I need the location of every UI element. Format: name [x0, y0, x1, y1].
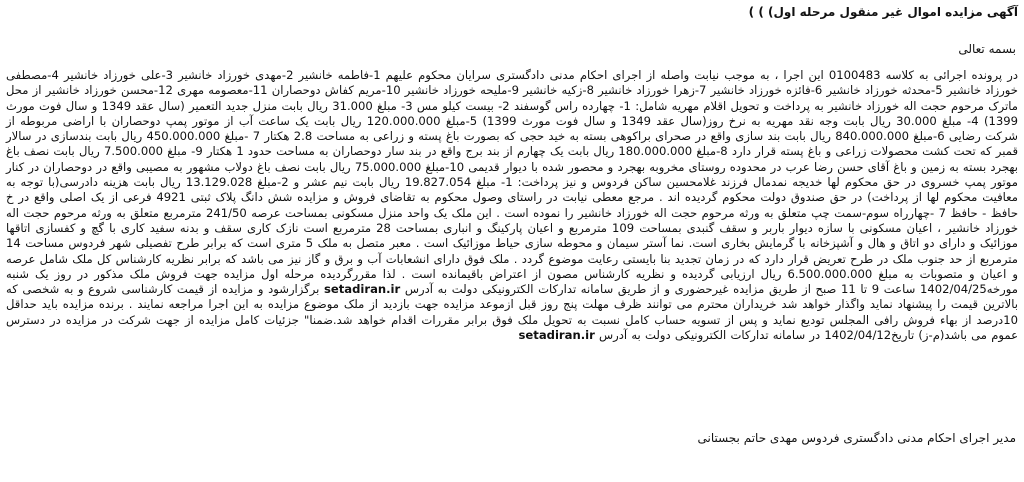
website-address-1: setadiran.ir [323, 282, 401, 297]
notice-body-part-2: برگزارشود و مزایده از قیمت کارشناسی شروع و به شخصی که بالاترین قیمت را پیشنهاد نماید واگذار خواهد شد خریداران محترم می توانند ظرف مهلت پنج روز قبل ازموعد مزایده جهت بازدید از ملک موضوع مزایده به این اجرا مراجعه نمایند . برنده مزایده باید حداقل 10درصد از بهاء فروش رافی المجلس تودیع نماید و پس از تسویه حساب کامل نسبت به تحویل ملک فوق برابر مقررات اقدام خواهد شد.ضمنا" جزئیات کامل مزایده از جهت شرکت در مزایده در دسترس عموم می باشد(م-ز) تاریخ1402/04/12 در سامانه تدارکات الکترونیکی دولت به آدرس [6, 282, 1018, 343]
bismillah-heading: بسمه تعالی [958, 42, 1016, 56]
website-address-2: setadiran.ir [518, 328, 595, 343]
notice-body [6, 68, 1018, 343]
notice-body-part-1: در پرونده اجرائی به کلاسه 0100483 این اجرا ، به موجب نیابت واصله از اجرای احکام مدنی دادگستری سرایان محکوم علیهم 1-فاطمه خانشیر 2-مهدی خورزاد خانشیر 3-علی خورزاد خانشیر 4-مصطفی خورزاد خانشیر 5-محدثه خورزاد خانشیر 6-فائزه خورزاد خانشیر 7-زهرا خورزاد خانشیر 8-زکیه خانشیر 9-ملیحه خورزاد خانشیر 10-مریم کفاش دوحصاران 11-معصومه مهری 12-محسن خورزاد خانشیر از محل ماترک مرحوم حجت اله خورزاد خانشیر به پرداخت و تحویل اقلام مهریه شامل: 1- چهارده راس گوسفند 2- بیست کیلو مس 3- مبلغ 31.000 ریال بابت منزل جدید التعمیر (سال عقد 1349 و سال فوت مورث 1399) 4- مبلغ 30.000 ریال بابت وجه نقد مهریه به نرخ روز(سال عقد 1349 و سال فوت مورث 1399) 5-مبلغ 120.000.000 ریال بابت یک ساعت آب از موتور پمپ دوحصاران با اراضی مربوطه از شرکت رضایی 6-مبلغ 840.000.000 ریال بابت بند سازی واقع در صحرای براکوهی بسته به خید حجی که بصورت باغ پسته و زراعی به مساحت 2.8 هکتار 7 -مبلغ 450.000.000 ریال بابت بندسازی در سالار قمبر که تحت کشت محصولات زراعی و باغ پسته قرار دارد 8-مبلغ 180.000.000 ریال بابت یک چهارم از بند برج واقع در بند سار دوحصاران به مساحت حدود 1 هکتار 9- مبلغ 7.500.000 ریال بابت نصف باغ بهجرد بسته به زمین و باغ آقای حسن رضا عرب در محدوده روستای مخروبه بهجرد و محصور شده با دیوار قدیمی 10-مبلغ 75.000.000 ریال بابت نصف باغ دولاب مشهور به مصیبی واقع در دوحصاران در کنار موتور پمپ خسروی در حق محکوم لها خدیجه نمدمال فرزند غلامحسین ساکن فردوس و نیز پرداخت: 1- مبلغ 19.827.054 ریال بابت نیم عشر و 2-مبلغ 13.129.028 ریال بابت هزینه دادرسی(با توجه به معافیت محکوم لها از پرداخت) در حق صندوق دولت محکوم گردیده اند . مرجع معطی نیابت در راستای وصول محکوم به تقاضای فروش و مزایده شش دانگ پلاک ثبتی 4921 فرعی از یک اصلی واقع در خ حافظ - حافظ 7 -چهارراه سوم-سمت چپ متعلق به ورثه مرحوم حجت اله خورزاد خانشیر را نموده است . این ملک یک واحد منزل مسکونی بمساحت عرصه 241/50 مترمربع متعلق به ورثه مرحوم حجت اله خورزاد خانشیر ، اعیان مسکونی با سازه دیوار باربر و سقف گنبدی بمساحت 109 مترمربع و اعیان پارکینگ و انباری بمساحت 28 مترمربع است نازک کاری سقف و بدنه سفید کاری با گچ و کفسازی اتاقها موزائیک و دارای دو اتاق و هال و آشپزخانه با گرمایش بخاری است. نما آستر سیمان و محوطه سازی حیاط موزائیک است . معبر متصل به ملک 5 متری است که برابر طرح تفصیلی شهر فردوس مساحت 14 مترمربع از حد جنوب ملک در طرح تعریض قرار دارد که در زمان تجدید بنا بایستی رعایت موضوع گردد . ملک فوق دارای انشعابات آب و برق و گاز نیز می باشد که برابر نظریه کارشناس کل ملک شامل عرصه و اعیان و متصوبات به مبلغ 6.500.000.000 ریال ارزیابی گردیده و نظریه کارشناس مصون از اعتراض باقیمانده است . لذا مقررگردیده مرحله اول مزایده جهت فروش ملک مذکور در روز یک شنبه مورخه1402/04/25 ساعت 9 تا 11 صبح از طریق مزایده غیرحضوری و از طریق سامانه تدارکات الکترونیکی دولت به آدرس [6, 68, 1019, 297]
signature-line: مدیر اجرای احکام مدنی دادگستری فردوس مهدی حاتم بجستانی [697, 431, 1016, 445]
notice-title: آگهی مزایده اموال غیر منقول مرحله اول) ) ) [748, 5, 1018, 19]
